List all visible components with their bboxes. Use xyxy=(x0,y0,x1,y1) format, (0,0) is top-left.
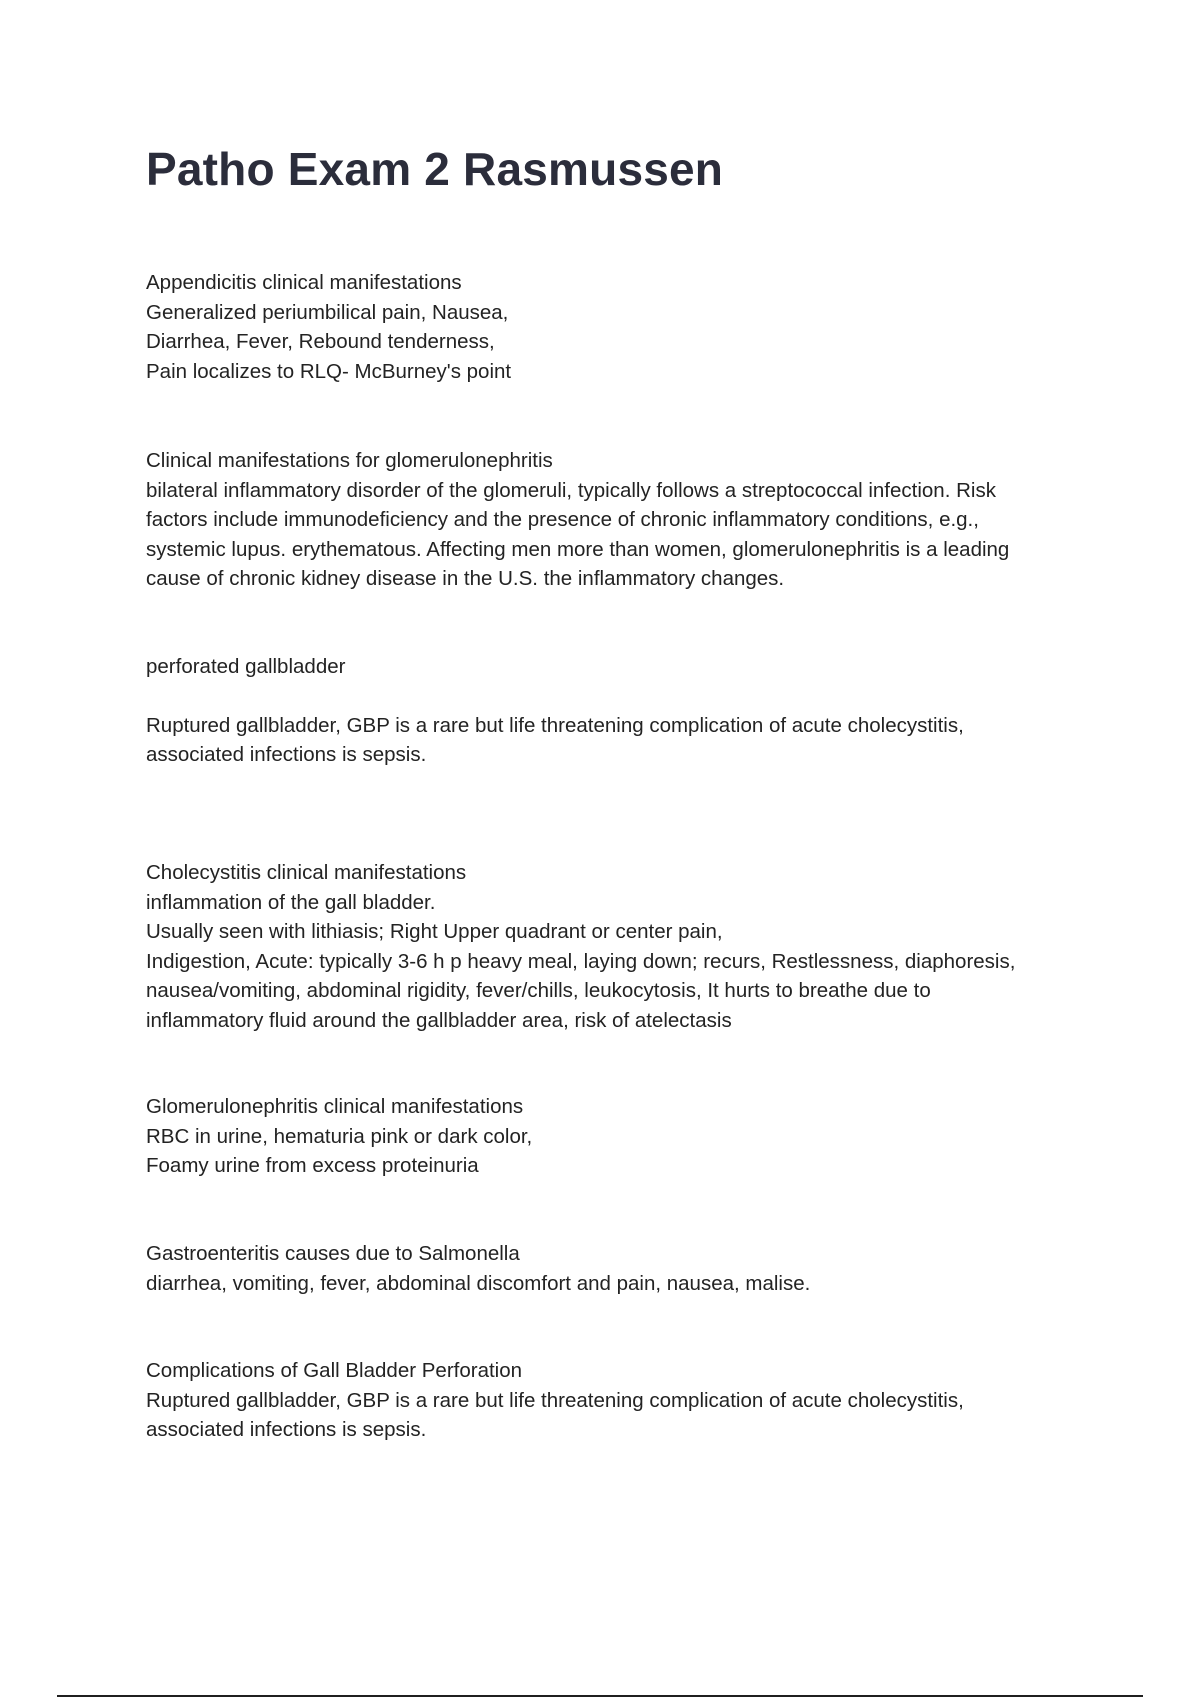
term-definition-gap xyxy=(146,682,1096,711)
flashcard-cholecystitis xyxy=(146,858,1096,1035)
page-title: Patho Exam 2 Rasmussen xyxy=(146,143,724,195)
flashcard-glomerulonephritis-clinical xyxy=(146,446,1096,594)
card-term: perforated gallbladder xyxy=(146,655,346,678)
card-definition-line: systemic lupus. erythematous. Affecting men more than women, glomerulonephritis is a leading xyxy=(146,537,1010,561)
card-definition-line: associated infections is sepsis. xyxy=(146,743,427,766)
card-definition-line: Indigestion, Acute: typically 3-6 h p heavy meal, laying down; recurs, Restlessness, diaphoresis, xyxy=(146,949,1016,973)
card-term: Gastroenteritis causes due to Salmonella xyxy=(146,1242,520,1265)
card-definition-line: cause of chronic kidney disease in the U.S. the inflammatory changes. xyxy=(146,567,785,590)
footer-divider xyxy=(57,1695,1143,1697)
card-definition-line: Generalized periumbilical pain, Nausea, xyxy=(146,300,509,324)
card-definition-line: nausea/vomiting, abdominal rigidity, fever/chills, leukocytosis, It hurts to breathe due to xyxy=(146,979,931,1002)
card-definition-line: Diarrhea, Fever, Rebound tenderness, xyxy=(146,330,495,353)
card-definition-line: Ruptured gallbladder, GBP is a rare but life threatening complication of acute cholecystitis, xyxy=(146,713,964,737)
card-term: Cholecystitis clinical manifestations xyxy=(146,861,467,884)
card-definition-line: inflammatory fluid around the gallbladder area, risk of atelectasis xyxy=(146,1008,732,1032)
card-definition-line: Pain localizes to RLQ- McBurney's point xyxy=(146,359,512,383)
flashcard-appendicitis xyxy=(146,268,1096,386)
card-definition-line: bilateral inflammatory disorder of the glomeruli, typically follows a streptococcal infection. Risk xyxy=(146,478,996,502)
card-definition-line: Ruptured gallbladder, GBP is a rare but life threatening complication of acute cholecystitis, xyxy=(146,1388,964,1412)
card-definition-line: Usually seen with lithiasis; Right Upper quadrant or center pain, xyxy=(146,920,723,943)
card-definition-line: Foamy urine from excess proteinuria xyxy=(146,1154,479,1177)
flashcard-gallbladder-perforation-complications xyxy=(146,1356,1096,1445)
card-definition-line: RBC in urine, hematuria pink or dark color, xyxy=(146,1124,533,1148)
card-definition-line: factors include immunodeficiency and the presence of chronic inflammatory conditions, e.g., xyxy=(146,508,979,531)
card-definition-line: diarrhea, vomiting, fever, abdominal discomfort and pain, nausea, malise. xyxy=(146,1271,811,1295)
flashcard-gastroenteritis xyxy=(146,1239,1096,1298)
flashcard-glomerulonephritis-manifestations xyxy=(146,1092,1096,1181)
card-term: Complications of Gall Bladder Perforation xyxy=(146,1359,523,1382)
card-term: Clinical manifestations for glomerulonephritis xyxy=(146,449,553,472)
flashcard-perforated-gallbladder xyxy=(146,652,1096,770)
card-definition-line: associated infections is sepsis. xyxy=(146,1418,427,1441)
card-term: Glomerulonephritis clinical manifestations xyxy=(146,1095,524,1118)
card-definition-line: inflammation of the gall bladder. xyxy=(146,890,436,914)
card-term: Appendicitis clinical manifestations xyxy=(146,271,462,294)
